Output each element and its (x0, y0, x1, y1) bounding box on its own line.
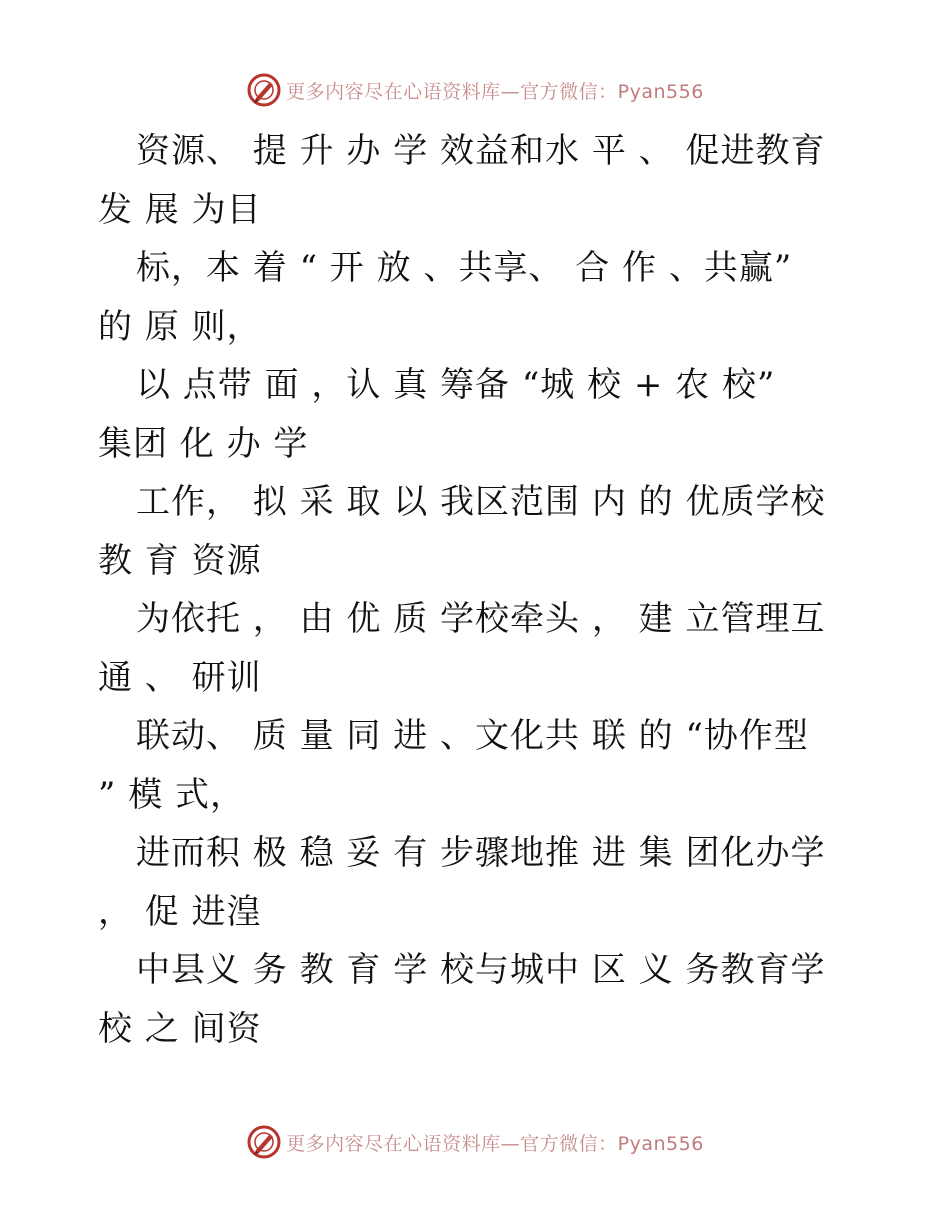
body-line-5: 以 点带 面 ，认 真 筹备 “城 校 + 农 校” (136, 365, 776, 405)
body-line-15: 中县义 务 教 育 学 校与城中 区 义 务教育学 (136, 950, 826, 990)
header-wechat-id: Pyan556 (617, 80, 704, 103)
footer-banner-text: 更多内容尽在心语资料库—官方微信：Pyan556 (286, 1132, 704, 1155)
footer-banner (0, 1124, 950, 1160)
header-banner (0, 72, 950, 108)
body-line-7: 工作， 拟 采 取 以 我区范围 内 的 优质学校 (136, 482, 826, 522)
body-line-6: 集团 化 办 学 (98, 423, 309, 464)
body-line-9: 为依托 ， 由 优 质 学校牵头 ， 建 立管理互 (136, 599, 826, 639)
body-line-10: 通 、 研训 (98, 657, 262, 698)
body-line-14: ， 促 进湟 (98, 891, 262, 932)
pen-logo-icon (246, 72, 282, 108)
header-banner-text: 更多内容尽在心语资料库—官方微信：Pyan556 (286, 80, 704, 103)
body-line-11: 联动、 质 量 同 进 、文化共 联 的 “协作型 (136, 716, 809, 756)
body-line-8: 教 育 资源 (98, 540, 262, 581)
body-line-4: 的 原 则， (98, 306, 262, 347)
body-line-13: 进而积 极 稳 妥 有 步骤地推 进 集 团化办学 (136, 833, 826, 873)
body-line-2: 发 展 为目 (98, 189, 262, 230)
body-line-12: ” 模 式， (98, 774, 245, 815)
footer-wechat-id: Pyan556 (617, 1132, 704, 1155)
body-line-1: 资源、 提 升 办 学 效益和水 平 、 促进教育 (136, 131, 826, 171)
body-line-16: 校 之 间资 (98, 1008, 262, 1049)
pen-logo-icon (246, 1124, 282, 1160)
document-body (98, 122, 858, 1058)
body-line-3: 标，本 着 “ 开 放 、共享、 合 作 、共赢” (136, 248, 793, 288)
